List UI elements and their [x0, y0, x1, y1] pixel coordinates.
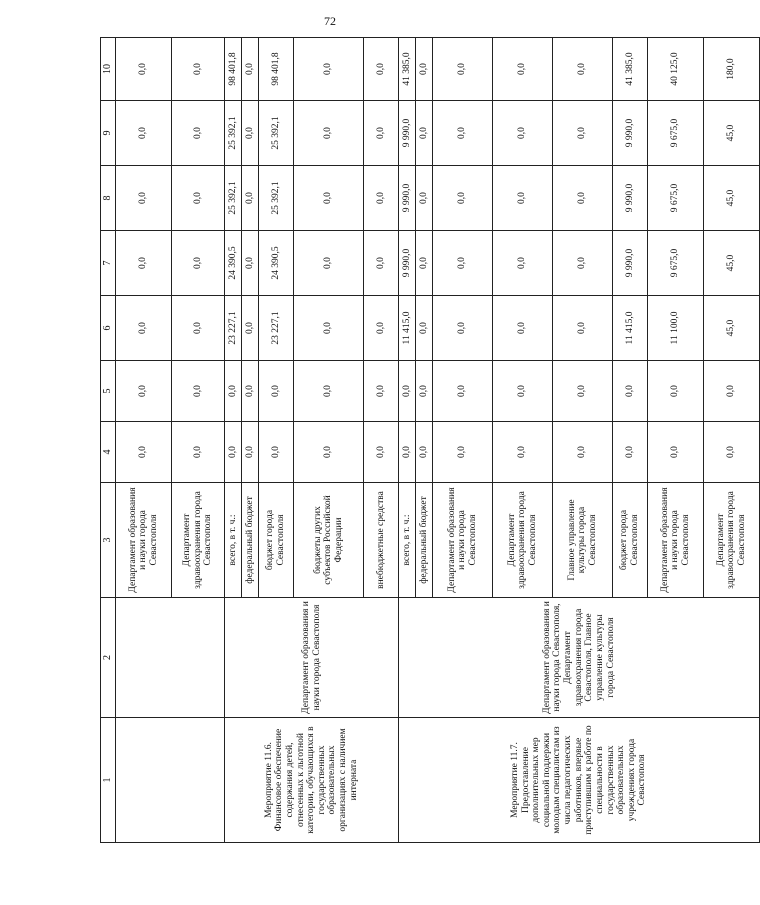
measure-cell: Мероприятие 11.6. Финансовое обеспечение содержания детей, отнесенных к льготной категории, обучающихся в государственных образовательных организациях с наличием интерната [225, 718, 399, 843]
value-cell: 0,0 [242, 296, 259, 361]
value-cell: 0,0 [116, 361, 172, 422]
executor-cell: Департамент образования и науки города Севастополя, Департамент здравоохранения города Севастополя, Главное управление культуры города Севастополя [399, 598, 760, 718]
value-cell: 0,0 [364, 231, 399, 296]
value-cell: 0,0 [294, 101, 364, 166]
value-cell: 25 392,1 [259, 166, 294, 231]
source-cell: всего, в т. ч.: [225, 483, 242, 598]
measure-cell [116, 718, 225, 843]
source-cell: Департамент здравоохранения города Севастополя [172, 483, 225, 598]
value-cell: 25 392,1 [225, 166, 242, 231]
value-cell: 11 415,0 [399, 296, 416, 361]
value-cell: 9 675,0 [648, 166, 704, 231]
value-cell: 0,0 [553, 422, 613, 483]
value-cell: 41 385,0 [613, 38, 648, 101]
value-cell: 0,0 [172, 296, 225, 361]
value-cell: 9 990,0 [613, 101, 648, 166]
value-cell: 0,0 [172, 101, 225, 166]
value-cell: 0,0 [242, 361, 259, 422]
value-cell: 0,0 [704, 422, 760, 483]
source-cell: Департамент здравоохранения города Севастополя [704, 483, 760, 598]
value-cell: 0,0 [553, 231, 613, 296]
value-cell: 0,0 [553, 38, 613, 101]
value-cell: 45,0 [704, 166, 760, 231]
column-number: 10 [101, 38, 116, 101]
value-cell: 0,0 [433, 231, 493, 296]
value-cell: 0,0 [433, 166, 493, 231]
value-cell: 25 392,1 [225, 101, 242, 166]
value-cell: 0,0 [416, 296, 433, 361]
column-number: 8 [101, 166, 116, 231]
value-cell: 0,0 [553, 101, 613, 166]
value-cell: 25 392,1 [259, 101, 294, 166]
value-cell: 0,0 [399, 361, 416, 422]
executor-cell [116, 598, 225, 718]
column-number: 7 [101, 231, 116, 296]
value-cell: 0,0 [364, 361, 399, 422]
value-cell: 0,0 [648, 361, 704, 422]
value-cell: 0,0 [242, 422, 259, 483]
source-cell: внебюджетные средства [364, 483, 399, 598]
value-cell: 9 675,0 [648, 231, 704, 296]
value-cell: 0,0 [433, 296, 493, 361]
executor-cell: Департамент образования и науки города Севастополя [225, 598, 399, 718]
value-cell: 0,0 [116, 296, 172, 361]
value-cell: 0,0 [242, 166, 259, 231]
value-cell: 0,0 [116, 101, 172, 166]
value-cell: 0,0 [116, 231, 172, 296]
value-cell: 45,0 [704, 296, 760, 361]
value-cell: 0,0 [294, 296, 364, 361]
value-cell: 0,0 [294, 231, 364, 296]
value-cell: 0,0 [364, 166, 399, 231]
source-cell: Департамент образования и науки города Севастополя [433, 483, 493, 598]
page-number: 72 [324, 14, 336, 28]
column-number: 5 [101, 361, 116, 422]
source-cell: Департамент здравоохранения города Севастополя [493, 483, 553, 598]
value-cell: 180,0 [704, 38, 760, 101]
value-cell: 45,0 [704, 101, 760, 166]
value-cell: 0,0 [613, 361, 648, 422]
source-cell: бюджеты других субъектов Российской Федерации [294, 483, 364, 598]
value-cell: 0,0 [416, 361, 433, 422]
value-cell: 0,0 [399, 422, 416, 483]
source-cell: Департамент образования и науки города Севастополя [648, 483, 704, 598]
column-number: 6 [101, 296, 116, 361]
value-cell: 0,0 [433, 38, 493, 101]
value-cell: 0,0 [613, 422, 648, 483]
value-cell: 0,0 [225, 361, 242, 422]
budget-table [100, 37, 760, 843]
value-cell: 0,0 [416, 38, 433, 101]
value-cell: 0,0 [416, 166, 433, 231]
value-cell: 0,0 [116, 422, 172, 483]
value-cell: 24 390,5 [259, 231, 294, 296]
value-cell: 23 227,1 [225, 296, 242, 361]
table-row [116, 38, 172, 843]
value-cell: 9 990,0 [613, 166, 648, 231]
value-cell: 0,0 [294, 422, 364, 483]
value-cell: 0,0 [172, 361, 225, 422]
column-number: 9 [101, 101, 116, 166]
value-cell: 98 401,8 [259, 38, 294, 101]
value-cell: 0,0 [433, 101, 493, 166]
value-cell: 0,0 [294, 38, 364, 101]
value-cell: 11 415,0 [613, 296, 648, 361]
source-cell: бюджет города Севастополя [259, 483, 294, 598]
value-cell: 0,0 [259, 361, 294, 422]
value-cell: 45,0 [704, 231, 760, 296]
value-cell: 0,0 [172, 231, 225, 296]
value-cell: 0,0 [294, 361, 364, 422]
value-cell: 0,0 [493, 296, 553, 361]
value-cell: 0,0 [433, 422, 493, 483]
source-cell: всего, в т. ч.: [399, 483, 416, 598]
value-cell: 0,0 [294, 166, 364, 231]
value-cell: 0,0 [116, 38, 172, 101]
source-cell: федеральный бюджет [242, 483, 259, 598]
value-cell: 0,0 [493, 38, 553, 101]
value-cell: 98 401,8 [225, 38, 242, 101]
table-container [100, 38, 747, 843]
measure-cell: Мероприятие 11.7. Предоставление дополнительных мер социальной поддержки молодым специалистам из числа педагогических работников, впервые приступившим к работе по специальности в государственных образовательных учреждениях города Севастополя [399, 718, 760, 843]
column-number: 1 [101, 718, 116, 843]
value-cell: 9 990,0 [613, 231, 648, 296]
source-cell: федеральный бюджет [416, 483, 433, 598]
value-cell: 41 385,0 [399, 38, 416, 101]
value-cell: 9 990,0 [399, 166, 416, 231]
column-number: 3 [101, 483, 116, 598]
source-cell: бюджет города Севастополя [613, 483, 648, 598]
value-cell: 0,0 [553, 296, 613, 361]
value-cell: 0,0 [553, 361, 613, 422]
value-cell: 0,0 [364, 101, 399, 166]
value-cell: 0,0 [225, 422, 242, 483]
value-cell: 0,0 [493, 361, 553, 422]
value-cell: 0,0 [242, 101, 259, 166]
value-cell: 0,0 [172, 166, 225, 231]
value-cell: 0,0 [172, 38, 225, 101]
value-cell: 0,0 [172, 422, 225, 483]
value-cell: 0,0 [364, 296, 399, 361]
value-cell: 9 990,0 [399, 101, 416, 166]
table-row [399, 38, 416, 843]
value-cell: 40 125,0 [648, 38, 704, 101]
value-cell: 0,0 [493, 422, 553, 483]
value-cell: 9 990,0 [399, 231, 416, 296]
source-cell: Главное управление культуры города Севастополя [553, 483, 613, 598]
value-cell: 24 390,5 [225, 231, 242, 296]
value-cell: 0,0 [553, 166, 613, 231]
source-cell: Департамент образования и науки города Севастополя [116, 483, 172, 598]
value-cell: 0,0 [493, 231, 553, 296]
value-cell: 0,0 [433, 361, 493, 422]
value-cell: 9 675,0 [648, 101, 704, 166]
value-cell: 0,0 [259, 422, 294, 483]
value-cell: 23 227,1 [259, 296, 294, 361]
value-cell: 0,0 [416, 231, 433, 296]
value-cell: 0,0 [116, 166, 172, 231]
column-number: 2 [101, 598, 116, 718]
column-number-row [101, 38, 116, 843]
value-cell: 0,0 [648, 422, 704, 483]
column-number: 4 [101, 422, 116, 483]
value-cell: 0,0 [364, 38, 399, 101]
value-cell: 0,0 [704, 361, 760, 422]
value-cell: 0,0 [493, 166, 553, 231]
value-cell: 11 100,0 [648, 296, 704, 361]
value-cell: 0,0 [416, 101, 433, 166]
value-cell: 0,0 [364, 422, 399, 483]
table-row [225, 38, 242, 843]
value-cell: 0,0 [242, 231, 259, 296]
value-cell: 0,0 [416, 422, 433, 483]
value-cell: 0,0 [493, 101, 553, 166]
value-cell: 0,0 [242, 38, 259, 101]
